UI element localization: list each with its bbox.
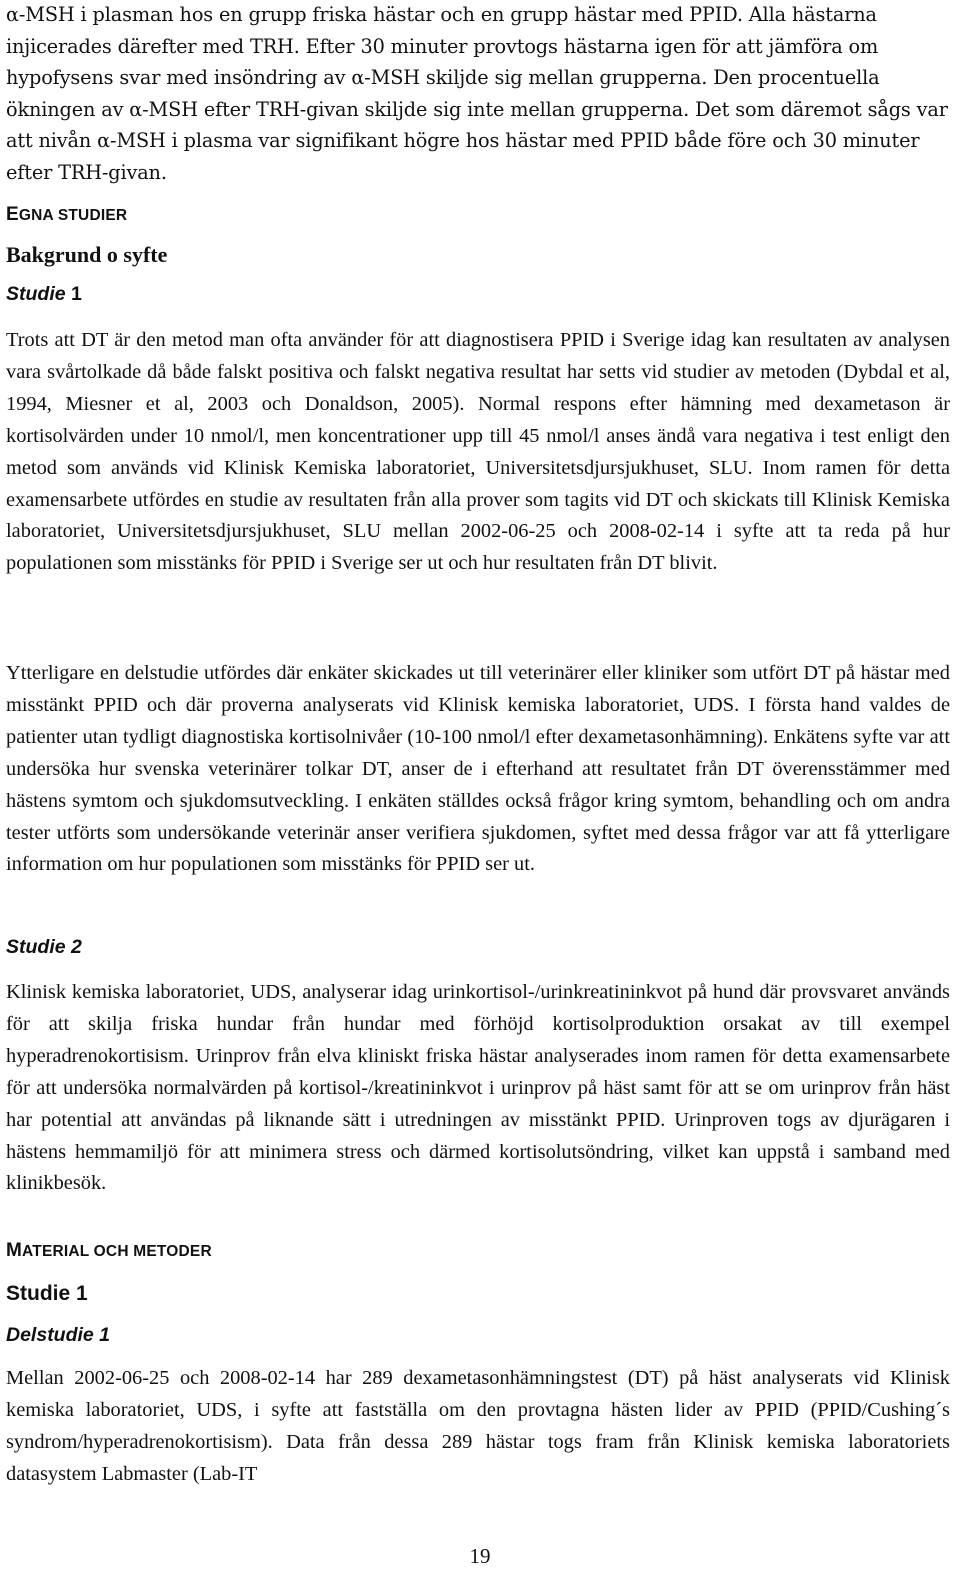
study1-paragraph-2: Ytterligare en delstudie utfördes där enkäter skickades ut till veterinärer eller kliniker som utfört DT på hästar med misstänkt PPID och där proverna analyserats vid Klinisk kemiska laboratoriet, UDS. I första hand valdes de patienter utan tydligt diagnostiska kortisolnivåer (10-100 nmol/l efter dexametasonhämning). Enkätens syfte var att undersöka hur svenska veterinärer tolkar DT, anser de i efterhand att resultatet från DT överensstämmer med hästens symtom och sjukdomsutveckling. I enkäten ställdes också frågor kring symtom, behandling och om andra tester utförts som undersökande veterinär anser verifiera sjukdomen, syftet med dessa frågor var att få ytterligare information om hur populationen som misstänks för PPID ser ut. [6,662,950,876]
study1-paragraph-1: Trots att DT är den metod man ofta använder för att diagnostisera PPID i Sverige idag kan resultaten av analysen vara svårtolkade då både falskt positiva och falskt negativa resultat har setts vid studier av metoden (Dybdal et al, 1994, Miesner et al, 2003 och Donaldson, 2005). Normal respons efter hämning med dexametason är kortisolvärden under 10 nmol/l, men koncentrationer upp till 45 nmol/l anses ändå vara negativa i test enligt den metod som används vid Klinisk Kemiska laboratoriet, Universitetsdjursjukhuset, SLU. Inom ramen för detta examensarbete utfördes en studie av resultaten från alla prover som tagits vid DT och skickats till Klinisk Kemiska laboratoriet, Universitetsdjursjukhuset, SLU mellan 2002-06-25 och 2008-02-14 i syfte att ta reda på hur populationen som misstänks för PPID i Sverige ser ut och hur resultaten från DT blivit. [6,329,950,575]
intro-paragraph: α-MSH i plasman hos en grupp friska hästar och en grupp hästar med PPID. Alla hästarna injicerades därefter med TRH. Efter 30 minuter provtogs hästarna igen för att jämföra om hypofysens svar med insöndring av α-MSH skiljde sig mellan grupperna. Den procentuella ökningen av α-MSH efter TRH-givan skiljde sig inte mellan grupperna. Det som däremot sågs var att nivån α-MSH i plasma var signifikant högre hos hästar med PPID både före och 30 minuter efter TRH-givan. [6,3,948,184]
substudy1-heading: Delstudie 1 [6,1324,111,1346]
study2-paragraph: Klinisk kemiska laboratoriet, UDS, analyserar idag urinkortisol-/urinkreatininkvot på hund där provsvaret används för att skilja friska hundar från hundar med förhöjd kortisolproduktion orsakat av till exempel hyperadrenokortisism. Urinprov från elva kliniskt friska hästar analyserades inom ramen för detta examensarbete för att undersöka normalvärden på kortisol-/kreatininkvot i urinprov på häst samt för att se om urinprov från häst har potential att användas på liknande sätt i utredningen av misstänkt PPID. Urinproven togs av djurägaren i hästens hemmamiljö för att minimera stress och därmed kortisolutsöndring, vilket kan uppstå i samband med klinikbesök. [6,981,950,1195]
methods-study1-heading: Studie 1 [6,1282,88,1305]
study2-heading: Studie 2 [6,936,82,958]
study1-heading: Studie 1 [6,283,82,305]
section-title-own-studies: EGNA STUDIER [6,204,128,225]
page-number: 19 [469,1544,491,1568]
methods-paragraph: Mellan 2002-06-25 och 2008-02-14 har 289 dexametasonhämningstest (DT) på häst analyserats vid Klinisk kemiska laboratoriet, UDS, i syfte att fastställa om den provtagna hästen lider av PPID (PPID/Cushing´s syndrom/hyperadrenokortisism). Data från dessa 289 hästar togs fram från Klinisk kemiska laboratoriets datasystem Labmaster (Lab-IT [6,1367,950,1485]
subheading-background: Bakgrund o syfte [6,242,168,267]
section-title-methods: MATERIAL OCH METODER [6,1240,212,1261]
